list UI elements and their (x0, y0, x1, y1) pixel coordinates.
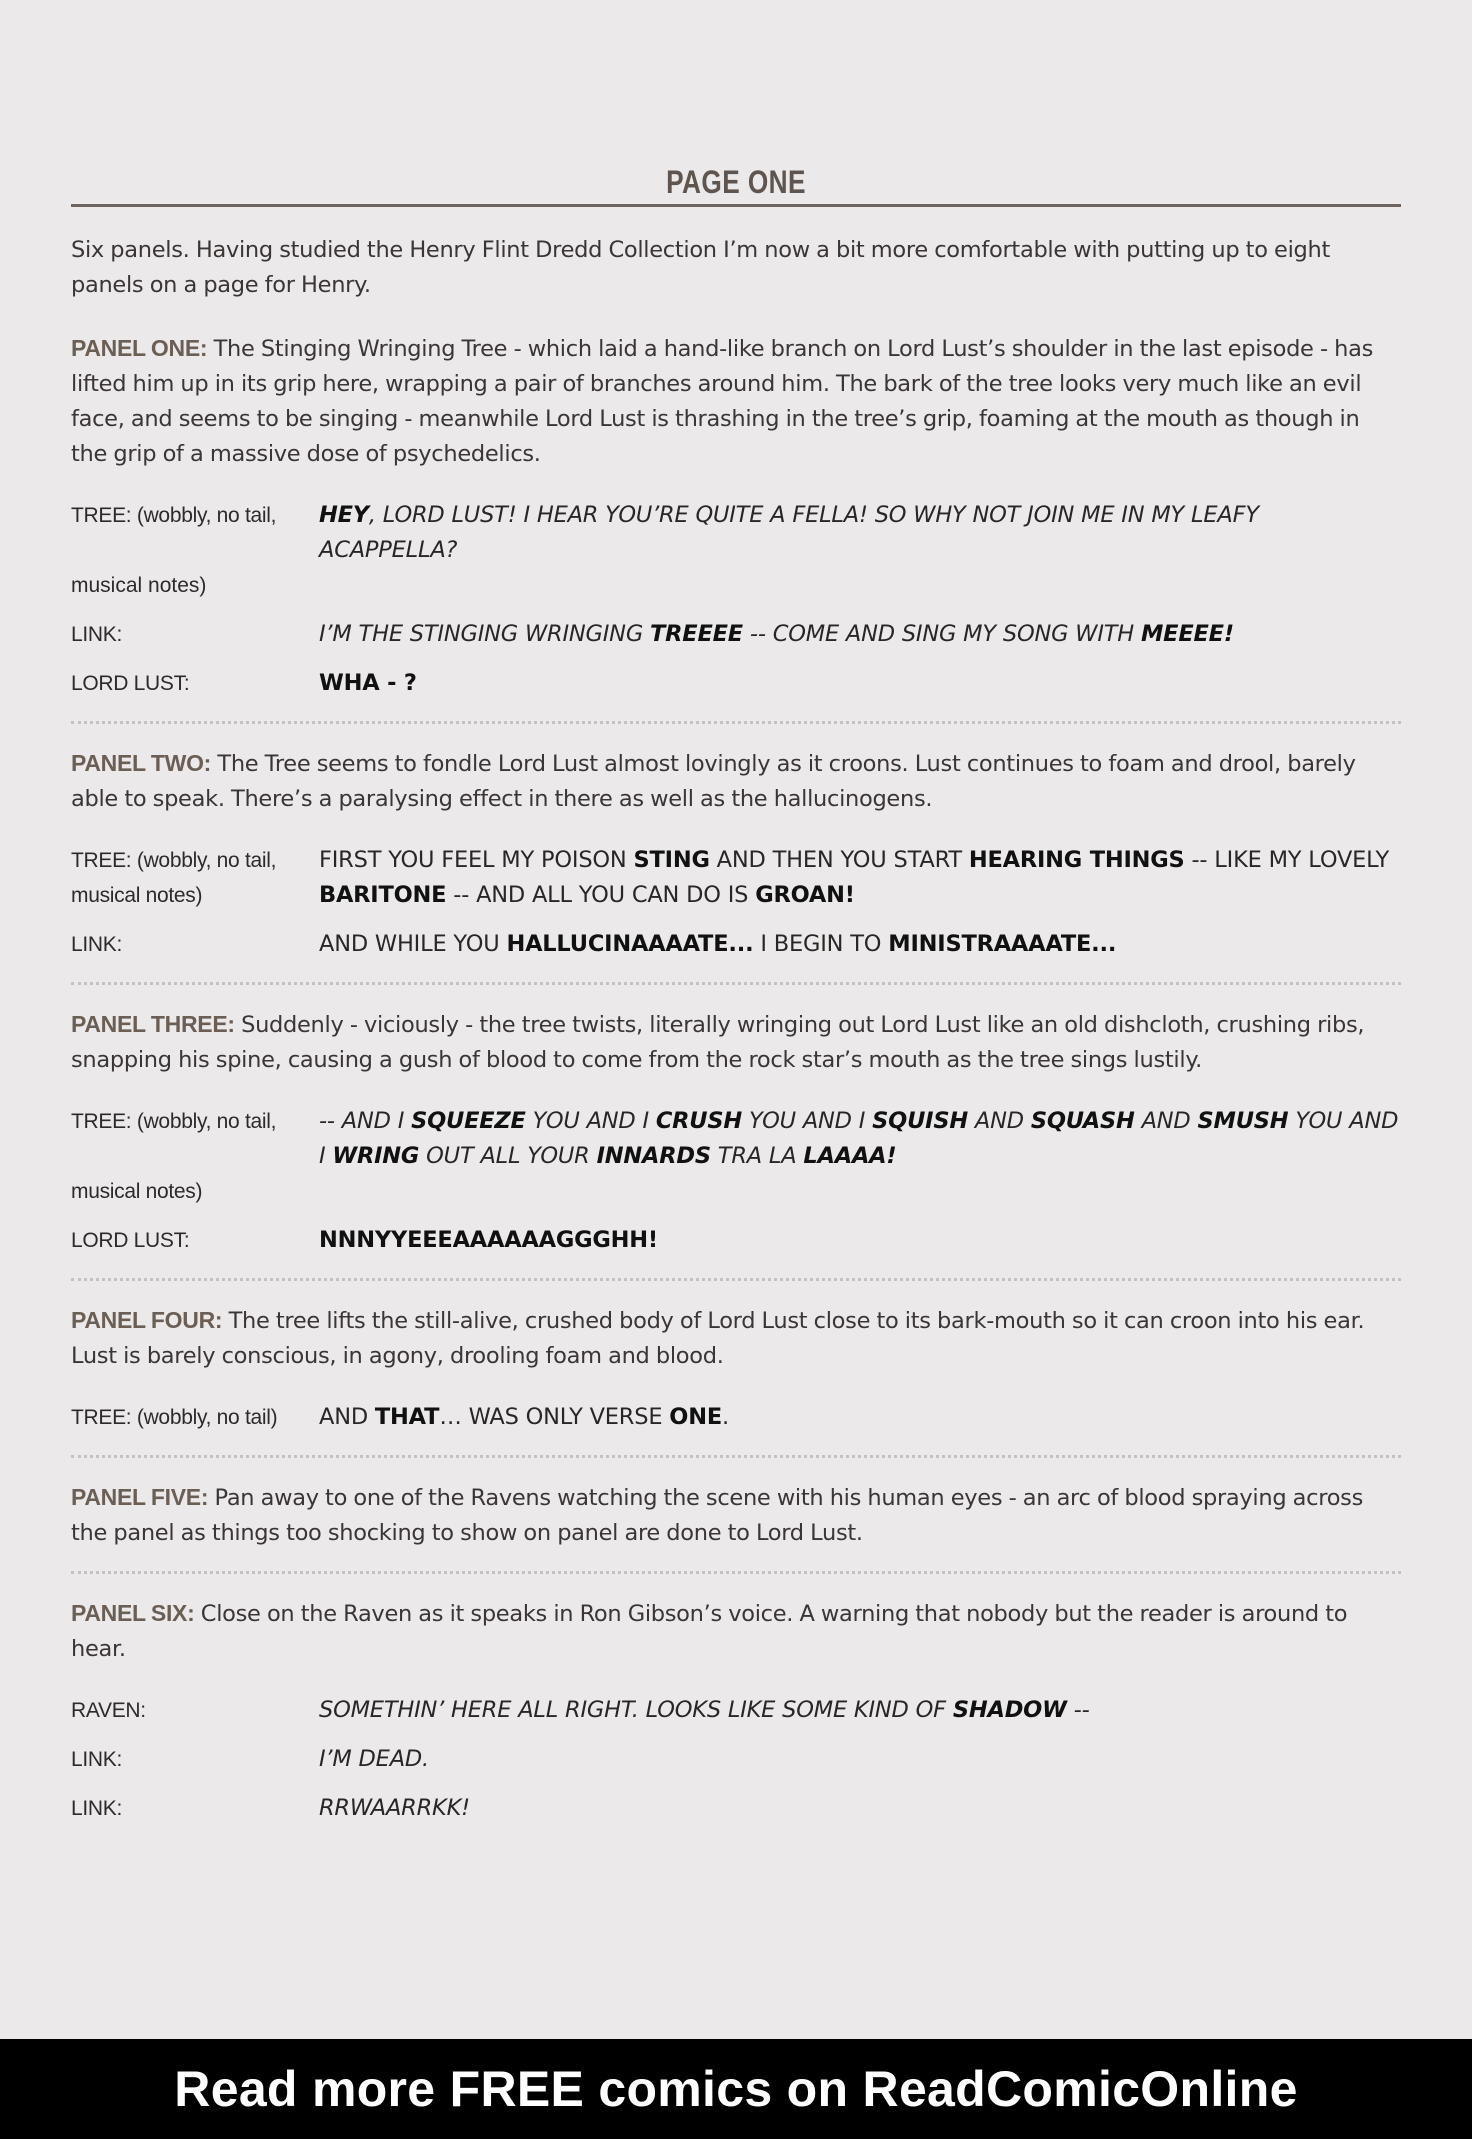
speech-text (319, 1791, 1401, 1826)
panel-divider (71, 721, 1401, 724)
dialogue-block (71, 498, 1401, 701)
speech-segment: AND (319, 1404, 375, 1430)
speaker-main: TREE: (wobbly, no tail, (71, 1110, 277, 1133)
panel-description-text: The Tree seems to fondle Lord Lust almost lovingly as it croons. Lust continues to foam and drool, barely able to speak. There’s a paralysing effect in there as well as the hallucinogens. (71, 751, 1356, 812)
speaker-name: RAVEN: (71, 1699, 146, 1722)
speech-text (319, 617, 1401, 652)
intro-paragraph: Six panels. Having studied the Henry Flint Dredd Collection I’m now a bit more comfortable with putting up to eight panels on a page for Henry. (71, 237, 1330, 298)
speech-segment: MINISTRAAAATE... (888, 931, 1117, 957)
speech-text (319, 1223, 1401, 1258)
speech-segment: FIRST YOU FEEL MY POISON (319, 847, 634, 873)
speaker-name (71, 1104, 319, 1209)
panel-description-text: Close on the Raven as it speaks in Ron Gibson’s voice. A warning that nobody but the reader is around to hear. (71, 1601, 1348, 1662)
speech-segment: -- AND ALL YOU CAN DO IS (446, 882, 756, 908)
speech-segment: I’M DEAD. (319, 1746, 429, 1772)
title-rule (71, 204, 1401, 207)
speech-segment: WHA - ? (319, 670, 417, 696)
dialogue-line (71, 927, 1401, 962)
speech-text (319, 1693, 1401, 1728)
dialogue-line (71, 498, 1401, 568)
speaker-extra: musical notes) (71, 1180, 203, 1203)
dialogue-line (71, 617, 1401, 652)
speech-segment: I’M THE STINGING WRINGING (319, 621, 651, 647)
dialogue-block (71, 1104, 1401, 1258)
panel-5 (71, 1480, 1401, 1551)
speech-segment: SQUEEZE (411, 1108, 526, 1134)
speech-segment: SQUISH (872, 1108, 968, 1134)
speech-segment: ONE (669, 1404, 723, 1430)
speech-segment: STING (633, 847, 710, 873)
speech-segment: -- (1066, 1697, 1090, 1723)
speech-segment: -- AND I (319, 1108, 412, 1134)
speech-segment: SHADOW (952, 1697, 1067, 1723)
speaker-extra: musical notes) (71, 574, 207, 597)
speech-text (319, 1400, 1401, 1435)
dialogue-block (71, 843, 1401, 962)
speech-segment: AND (967, 1108, 1031, 1134)
panel-description-text: The Stinging Wringing Tree - which laid a hand-like branch on Lord Lust’s shoulder in the last episode - has lifted him up in its grip here, wrapping a pair of branches around him. The bark of the tree looks very much like an evil face, and seems to be singing - meanwhile Lord Lust is thrashing in the tree’s grip, foaming at the mouth as though in the grip of a massive dose of psychedelics. (71, 336, 1373, 467)
dialogue-line (71, 1742, 1401, 1777)
speaker-name: LINK: (71, 1748, 123, 1771)
speech-segment: HALLUCINAAAATE... (506, 931, 754, 957)
page-title: PAGE ONE (666, 164, 806, 200)
panel-description (71, 1480, 1401, 1551)
speech-segment: WRING (332, 1143, 420, 1169)
speech-segment: … WAS ONLY VERSE (439, 1404, 670, 1430)
speaker-name: TREE: (wobbly, no tail, musical notes) (71, 849, 277, 907)
panel-divider (71, 1278, 1401, 1281)
speech-text (319, 498, 1401, 568)
panel-4 (71, 1303, 1401, 1435)
speaker-name: LORD LUST: (71, 672, 190, 695)
speech-segment: NNNYYEEEAAAAAAGGGHH! (319, 1227, 658, 1253)
dialogue-block (71, 1400, 1401, 1435)
speech-segment: GROAN! (755, 882, 855, 908)
speech-segment: -- LIKE MY LOVELY (1184, 847, 1390, 873)
speech-segment: YOU AND I (742, 1108, 873, 1134)
speech-segment: OUT ALL YOUR (419, 1143, 597, 1169)
speech-segment: I (319, 1143, 333, 1169)
panel-description (71, 746, 1401, 817)
speech-segment: SOMETHIN’ HERE ALL RIGHT. LOOKS LIKE SOME KIND OF (319, 1697, 953, 1723)
panel-divider (71, 982, 1401, 985)
speech-segment: YOU AND (1288, 1108, 1399, 1134)
speech-segment: TRA LA (710, 1143, 804, 1169)
dialogue-block (71, 1693, 1401, 1826)
panel-description-text: The tree lifts the still-alive, crushed body of Lord Lust close to its bark-mouth so it can croon into his ear. Lust is barely conscious, in agony, drooling foam and blood. (71, 1308, 1365, 1369)
speech-segment: AND THEN YOU START (709, 847, 969, 873)
speech-segment: BARITONE (319, 882, 447, 908)
speech-segment: THAT (374, 1404, 440, 1430)
panel-2 (71, 746, 1401, 962)
panel-description (71, 1303, 1401, 1374)
script-page (71, 160, 1401, 1840)
panel-label: PANEL FOUR: (71, 1307, 223, 1333)
speech-segment: , LORD LUST! I HEAR YOU’RE QUITE A FELLA! SO WHY NOT JOIN ME IN MY LEAFY ACAPPELLA? (319, 502, 1259, 563)
speech-text (319, 1742, 1401, 1777)
dialogue-line (71, 1104, 1401, 1209)
speech-segment: CRUSH (655, 1108, 743, 1134)
panel-description (71, 1007, 1401, 1078)
panel-divider (71, 1455, 1401, 1458)
panel-description (71, 331, 1401, 472)
panel-label: PANEL THREE: (71, 1011, 235, 1037)
panel-label: PANEL TWO: (71, 750, 212, 776)
footer-banner[interactable]: Read more FREE comics on ReadComicOnline (0, 2039, 1472, 2139)
speech-segment: AND (1134, 1108, 1198, 1134)
speech-segment: I BEGIN TO (753, 931, 889, 957)
speech-segment: . (722, 1404, 729, 1430)
speaker-name: LINK: (71, 1797, 123, 1820)
panel-divider (71, 1571, 1401, 1574)
speech-segment: HEARING THINGS (968, 847, 1185, 873)
speech-segment: LAAAA! (803, 1143, 897, 1169)
speech-text (319, 843, 1401, 913)
dialogue-line (71, 1693, 1401, 1728)
speech-segment: -- COME AND SING MY SONG WITH (742, 621, 1141, 647)
panel-1 (71, 331, 1401, 701)
speaker-name: TREE: (wobbly, no tail) (71, 1406, 278, 1429)
speech-segment: YOU AND I (525, 1108, 656, 1134)
speech-segment: MEEEE! (1140, 621, 1234, 647)
dialogue-line (71, 1223, 1401, 1258)
panel-label: PANEL SIX: (71, 1600, 195, 1626)
panel-label: PANEL ONE: (71, 335, 208, 361)
speech-text (319, 666, 1401, 701)
speech-segment: TREEEE (650, 621, 743, 647)
speech-text (319, 927, 1401, 962)
panel-description-text: Pan away to one of the Ravens watching the scene with his human eyes - an arc of blood spraying across the panel as things too shocking to show on panel are done to Lord Lust. (71, 1485, 1364, 1546)
speaker-name: LINK: (71, 623, 123, 646)
dialogue-line (71, 1791, 1401, 1826)
speaker-name: LINK: (71, 933, 123, 956)
panel-description-text: Suddenly - viciously - the tree twists, literally wringing out Lord Lust like an old dishcloth, crushing ribs, snapping his spine, causing a gush of blood to come from the rock star’s mouth as the tree sings lustily. (71, 1012, 1365, 1073)
dialogue-line (71, 843, 1401, 913)
speaker-name: TREE: (wobbly, no tail, (71, 504, 277, 527)
panel-list (71, 331, 1401, 1826)
panel-label: PANEL FIVE: (71, 1484, 209, 1510)
speech-segment: SMUSH (1197, 1108, 1289, 1134)
panel-6 (71, 1596, 1401, 1826)
speech-segment: HEY (319, 502, 369, 528)
speaker-name: LORD LUST: (71, 1229, 190, 1252)
speech-segment: AND WHILE YOU (319, 931, 507, 957)
panel-description (71, 1596, 1401, 1667)
panel-3 (71, 1007, 1401, 1258)
dialogue-line (71, 1400, 1401, 1435)
speech-segment: SQUASH (1030, 1108, 1135, 1134)
speech-segment: INNARDS (596, 1143, 711, 1169)
dialogue-line (71, 666, 1401, 701)
speech-text (319, 1104, 1401, 1174)
speech-segment: RRWAARRKK! (319, 1795, 470, 1821)
